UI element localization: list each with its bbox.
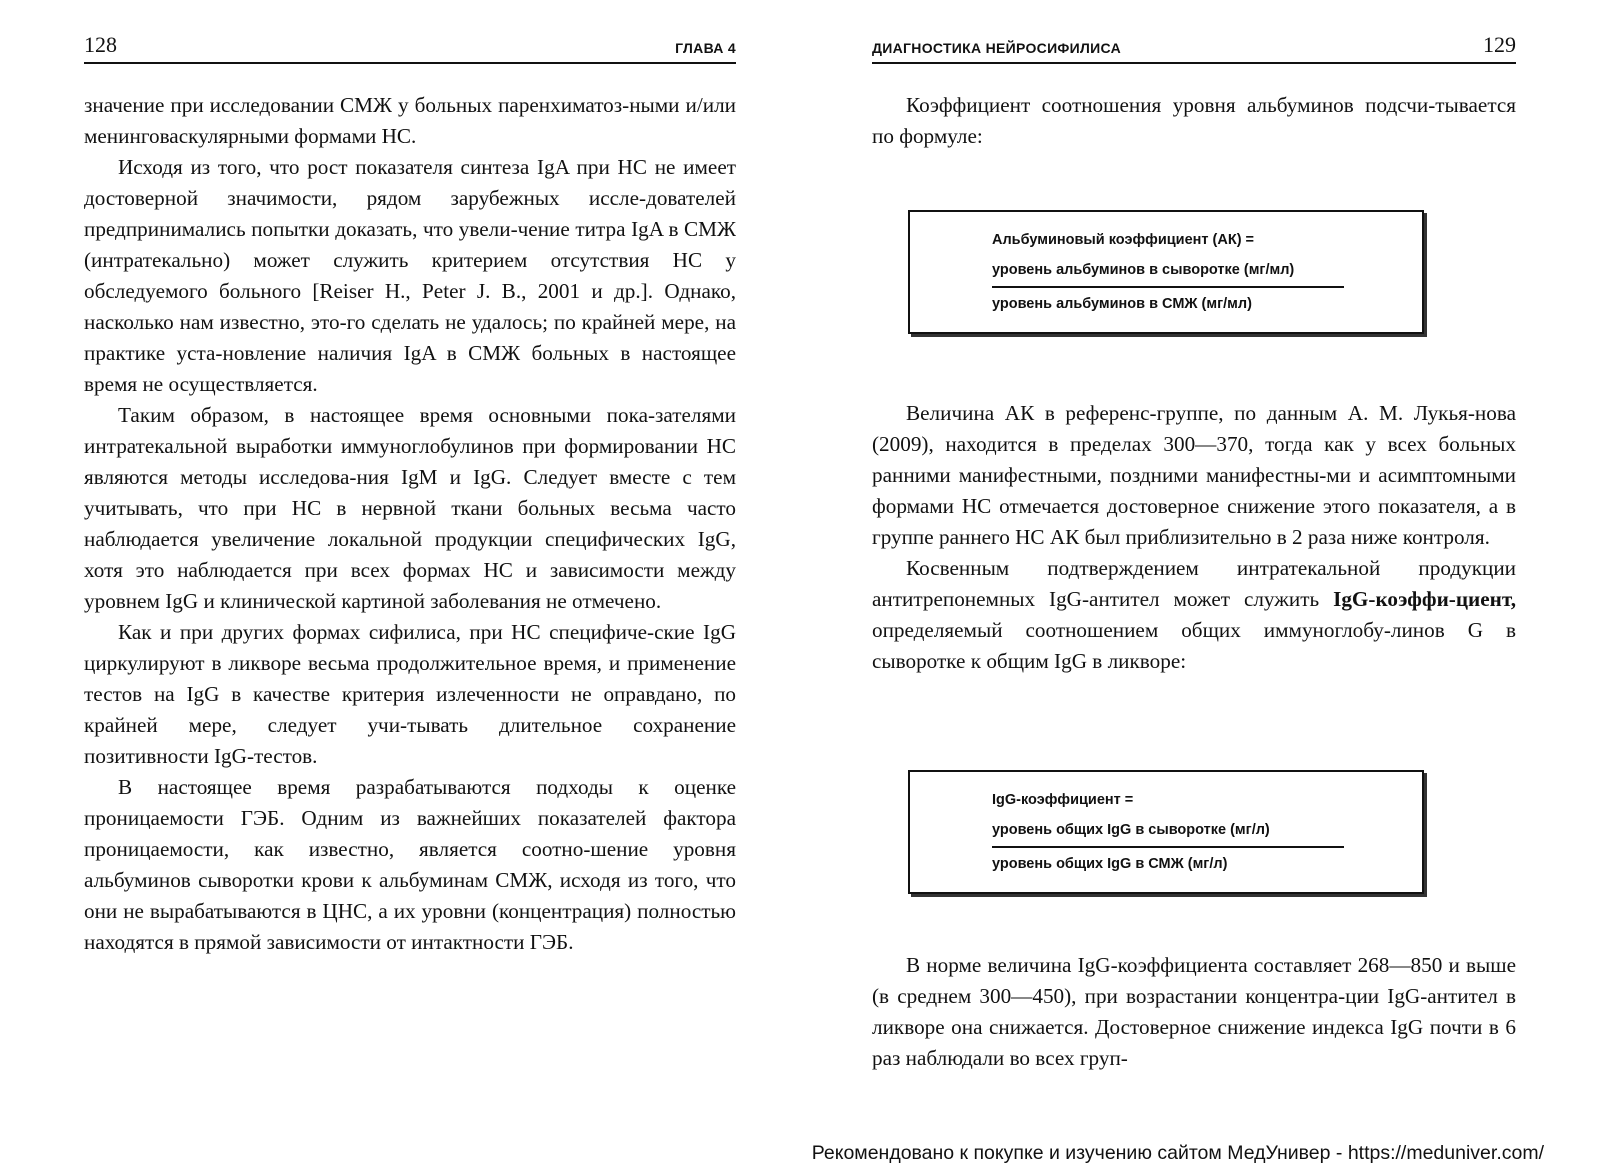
- left-running-head: ГЛАВА 4: [675, 40, 736, 56]
- igg-coefficient-term: IgG-коэффи-циент,: [1333, 587, 1516, 611]
- igg-formula-numerator: уровень общих IgG в сыворотке (мг/л): [992, 810, 1344, 848]
- albumin-formula-title: Альбуминовый коэффициент (АК) =: [992, 232, 1255, 248]
- albumin-formula-numerator: уровень альбуминов в сыворотке (мг/мл): [992, 250, 1344, 288]
- igg-formula-box: [908, 770, 1424, 894]
- right-paragraph-norm: В норме величина IgG-коэффициента составляет 268—850 и выше (в среднем 300—450), при возрастании концентра-ции IgG-антител в ликворе она снижается. Достоверное снижение индекса IgG почти в 6 раз наблюдали во всех груп-: [872, 953, 1516, 1070]
- left-page-number: 128: [84, 32, 117, 57]
- igg-formula-wrap: [872, 770, 1516, 894]
- left-page-header: [84, 30, 736, 64]
- footer-recommendation: Рекомендовано к покупке и изучению сайтом МедУнивер - https://meduniver.com/: [811, 1142, 1544, 1164]
- right-page: [872, 0, 1516, 1130]
- igg-formula-title: IgG-коэффициент =: [992, 792, 1134, 808]
- igg-text-before: Косвенным подтверждением интратекальной продукции антитрепонемных IgG-антител может служить: [872, 556, 1516, 611]
- right-intro: [872, 90, 1516, 152]
- left-paragraph-4: Как и при других формах сифилиса, при НС специфиче-ские IgG циркулируют в ликворе весьма продолжительное время, и применение тестов на IgG в качестве критерия излеченности не оправдано, по крайней мере, следует учи-тывать длительное сохранение позитивности IgG-тестов.: [84, 620, 736, 768]
- right-intro-paragraph: Коэффициент соотношения уровня альбуминов подсчи-тывается по формуле:: [872, 93, 1516, 148]
- albumin-formula-box: [908, 210, 1424, 334]
- left-paragraph-1: значение при исследовании СМЖ у больных паренхиматоз-ными и/или менинговаскулярными формами НС.: [84, 93, 736, 148]
- right-bottom-text: [872, 950, 1516, 1074]
- left-page: [84, 0, 736, 1130]
- right-running-head: ДИАГНОСТИКА НЕЙРОСИФИЛИСА: [872, 40, 1121, 56]
- right-paragraph-ak: Величина АК в референс-группе, по данным А. М. Лукья-нова (2009), находится в пределах 300—370, тогда как у всех больных ранними манифестными, поздними манифестны-ми и асимптомными формами НС отмечается достоверное снижение этого показателя, а в группе раннего НС АК был приблизительно в 2 раза ниже контроля.: [872, 401, 1516, 549]
- right-page-header: [872, 30, 1516, 64]
- igg-text-after: определяемый соотношением общих иммуноглобу-линов G в сыворотке к общим IgG в ликворе:: [872, 618, 1516, 673]
- left-page-body: [84, 90, 736, 958]
- albumin-formula-denominator: уровень альбуминов в СМЖ (мг/мл): [992, 296, 1252, 312]
- igg-formula-denominator: уровень общих IgG в СМЖ (мг/л): [992, 856, 1228, 872]
- left-paragraph-2: Исходя из того, что рост показателя синтеза IgA при НС не имеет достоверной значимости, рядом зарубежных иссле-дователей предпринимались попытки доказать, что увели-чение титра IgA в СМЖ (интратекально) может служить критерием отсутствия НС у обследуемого больного [Reiser H., Peter J. B., 2001 и др.]. Однако, насколько нам известно, это-го сделать не удалось; по крайней мере, на практике уста-новление наличия IgA в СМЖ больных в настоящее время не осуществляется.: [84, 155, 736, 396]
- left-paragraph-5: В настоящее время разрабатываются подходы к оценке проницаемости ГЭБ. Одним из важнейших показателей фактора проницаемости, как известно, является соотно-шение уровня альбуминов сыворотки крови к альбуминам СМЖ, исходя из того, что они не вырабатываются в ЦНС, а их уровни (концентрация) полностью находятся в прямой зависимости от интактности ГЭБ.: [84, 775, 736, 954]
- right-middle-text: [872, 398, 1516, 677]
- right-page-number: 129: [1483, 32, 1516, 57]
- right-paragraph-igg: [872, 553, 1516, 677]
- left-paragraph-3: Таким образом, в настоящее время основными пока-зателями интратекальной выработки иммуноглобулинов при формировании НС являются методы исследова-ния IgM и IgG. Следует вместе с тем учитывать, что при НС в нервной ткани больных весьма часто наблюдается увеличение локальной продукции специфических IgG, хотя это наблюдается при всех формах НС и зависимости между уровнем IgG и клинической картиной заболевания не отмечено.: [84, 403, 736, 613]
- albumin-formula-wrap: [872, 210, 1516, 334]
